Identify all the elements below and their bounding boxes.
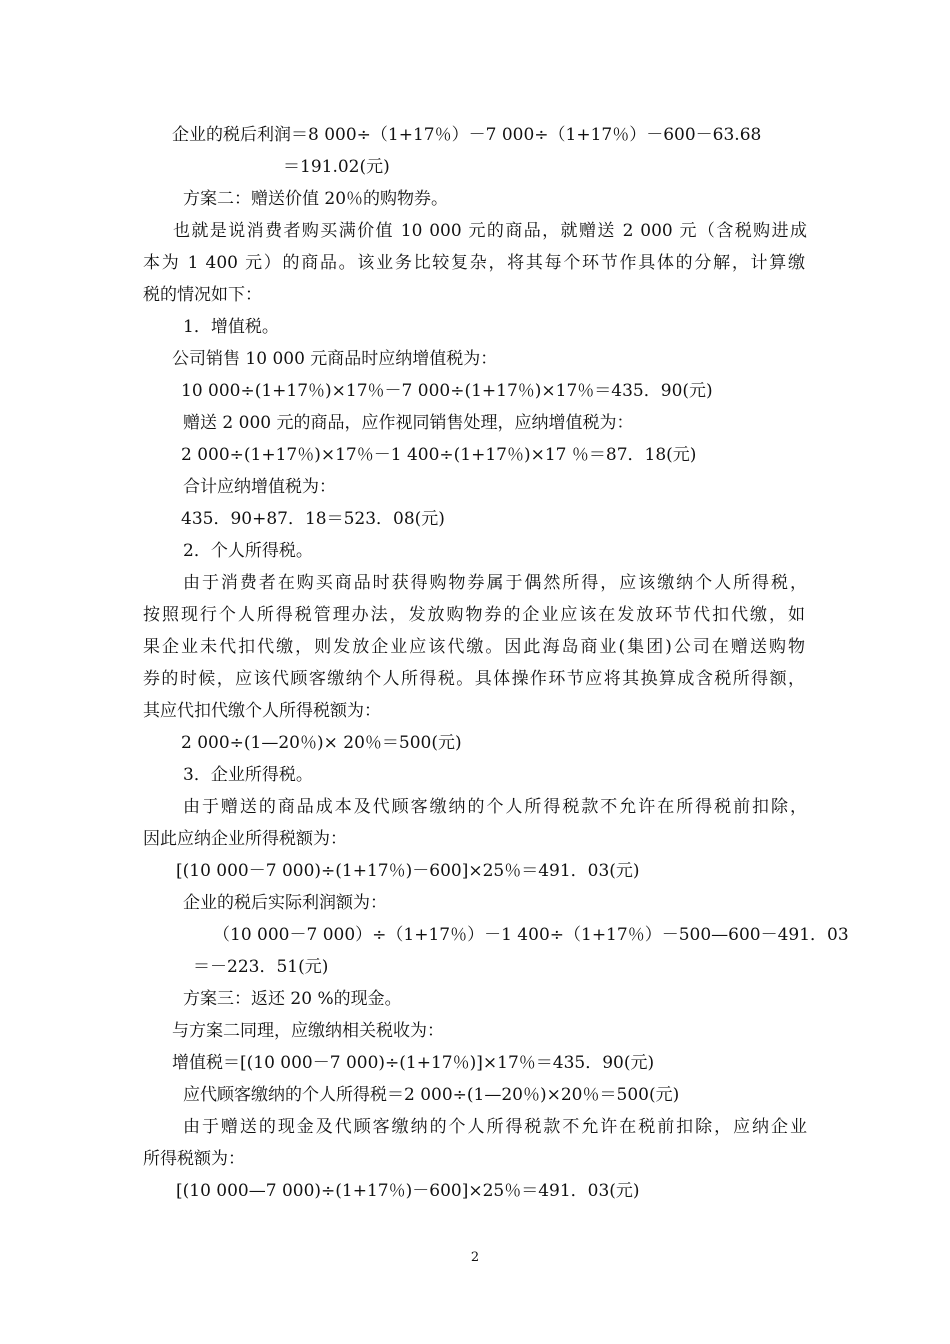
subsection-heading: 3．企业所得税。 [183,765,313,785]
text-line: 与方案二同理，应缴纳相关税收为： [172,1021,444,1041]
text-line: 赠送 2 000 元的商品，应作视同销售处理，应纳增值税为： [183,413,634,433]
text-line: ＝191.02(元) [283,157,390,177]
text-line: 其应代扣代缴个人所得税额为： [143,701,381,721]
text-line: 合计应纳增值税为： [183,477,336,497]
page-number: 2 [470,1250,480,1265]
text-line: 税的情况如下： [143,285,262,305]
formula-line: 应代顾客缴纳的个人所得税＝2 000÷(1—20％)×20％＝500(元) [183,1085,680,1105]
formula-line: ＝－223．51(元) [193,957,329,977]
text-line: 因此应纳企业所得税额为： [143,829,347,849]
text-line: 也就是说消费者购买满价值 10 000 元的商品，就赠送 2 000 元（含税购进成 [173,221,807,241]
text-line: 公司销售 10 000 元商品时应纳增值税为： [172,349,498,369]
formula-line: [(10 000—7 000)÷(1+17％)－600]×25％＝491．03(元) [176,1181,640,1201]
text-line: 券的时候，应该代顾客缴纳个人所得税。具体操作环节应将其换算成含税所得额， [143,669,805,689]
text-line: 按照现行个人所得税管理办法，发放购物券的企业应该在发放环节代扣代缴，如 [143,605,805,625]
text-line: 企业的税后实际利润额为： [183,893,387,913]
subsection-heading: 1．增值税。 [183,317,279,337]
formula-line: 2 000÷(1—20％)× 20％＝500(元) [181,733,462,753]
text-line: 由于消费者在购买商品时获得购物券属于偶然所得，应该缴纳个人所得税， [183,573,807,593]
formula-line: 增值税＝[(10 000－7 000)÷(1+17％)]×17％＝435．90(元) [172,1053,655,1073]
formula-line: 2 000÷(1+17％)×17％－1 400÷(1+17％)×17 ％＝87．18(元) [181,445,697,465]
text-line: 果企业未代扣代缴，则发放企业应该代缴。因此海岛商业(集团)公司在赠送购物 [143,637,805,657]
formula-line: 435．90+87．18＝523．08(元) [181,509,445,529]
section-heading: 方案二：赠送价值 20％的购物券。 [183,189,449,209]
formula-line: 10 000÷(1+17％)×17％－7 000÷(1+17％)×17％＝435．90(元) [181,381,713,401]
text-line: 本为 1 400 元）的商品。该业务比较复杂，将其每个环节作具体的分解，计算缴 [143,253,805,273]
text-line: 企业的税后利润＝8 000÷（1+17％）－7 000÷（1+17％）－600－63.68 [172,125,762,145]
text-line: 由于赠送的现金及代顾客缴纳的个人所得税款不允许在税前扣除，应纳企业 [183,1117,807,1137]
formula-line: （10 000－7 000）÷（1+17％）－1 400÷（1+17％）－500—600－491．03 [213,925,849,945]
text-line: 由于赠送的商品成本及代顾客缴纳的个人所得税款不允许在所得税前扣除， [183,797,807,817]
formula-line: [(10 000－7 000)÷(1+17％)－600]×25％＝491．03(元) [176,861,640,881]
subsection-heading: 2．个人所得税。 [183,541,313,561]
section-heading: 方案三：返还 20 %的现金。 [183,989,402,1009]
text-line: 所得税额为： [143,1149,245,1169]
